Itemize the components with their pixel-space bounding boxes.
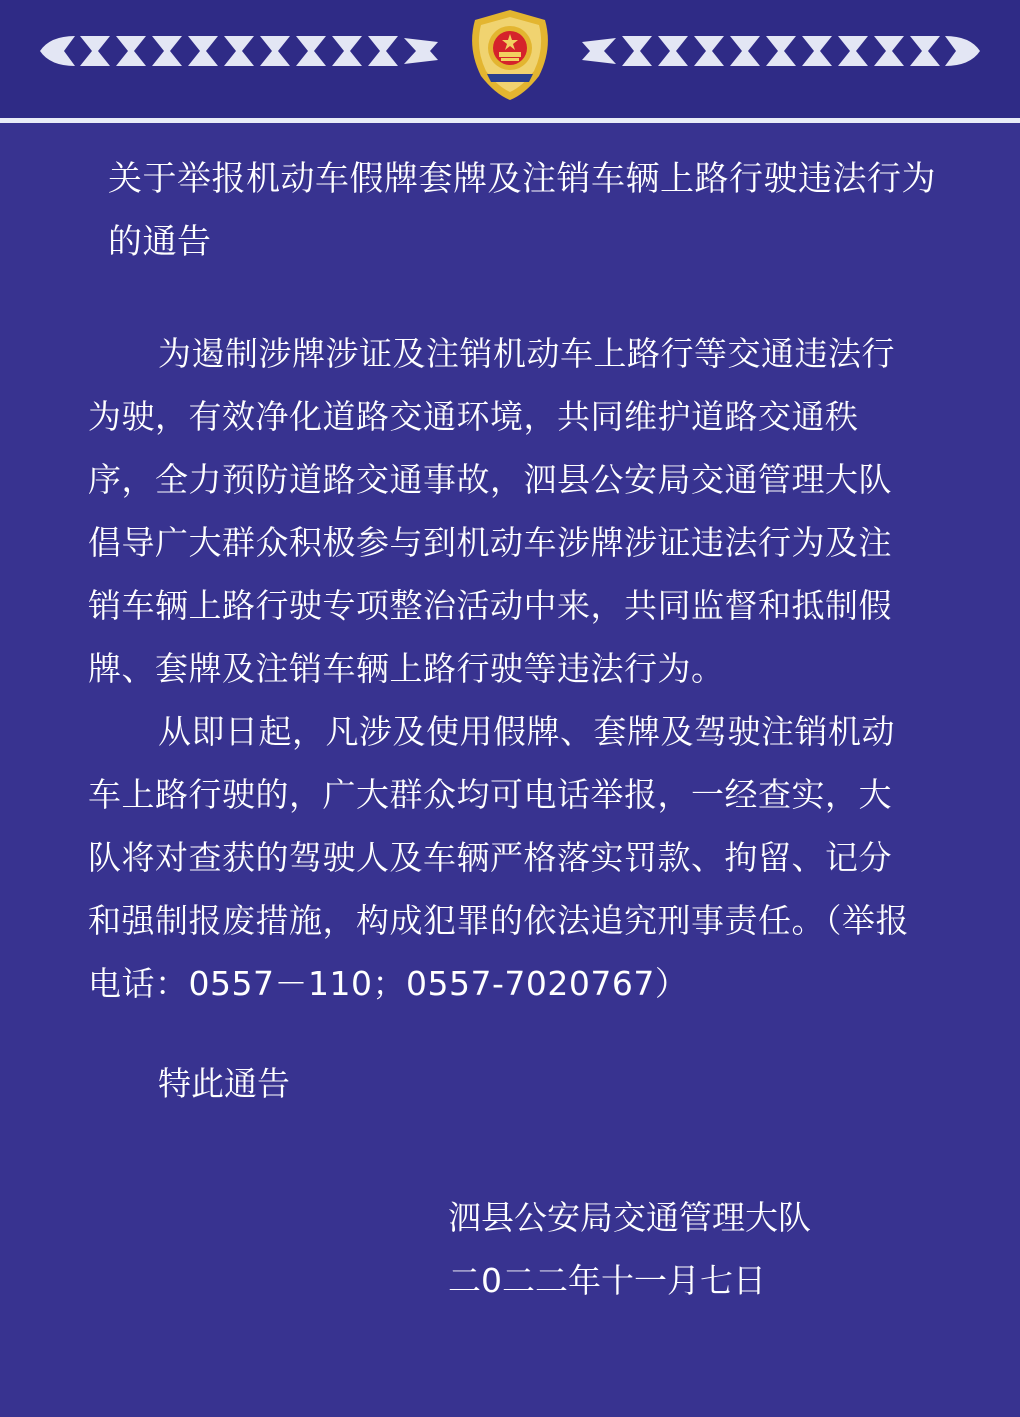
police-emblem-icon (465, 8, 555, 102)
notice-paragraph-1: 为遏制涉牌涉证及注销机动车上路行等交通违法行为驶，有效净化道路交通环境，共同维护道路交通秩序，全力预防道路交通事故，泗县公安局交通管理大队倡导广大群众积极参与到机动车涉牌涉证违法行为及注销车辆上路行驶专项整治活动中来，共同监督和抵制假牌、套牌及注销车辆上路行驶等违法行为。 (88, 334, 895, 688)
header-banner (0, 0, 1020, 118)
notice-paragraph-2: 从即日起，凡涉及使用假牌、套牌及驾驶注销机动车上路行驶的，广大群众均可电话举报，一经查实，大队将对查获的驾驶人及车辆严格落实罚款、拘留、记分和强制报废措施，构成犯罪的依法追究刑事责任。（举报电话：0557－110；0557-7020767） (88, 712, 909, 1003)
signature-date: 二0二二年十一月七日 (448, 1261, 766, 1300)
signature-organization: 泗县公安局交通管理大队 (448, 1198, 811, 1237)
notice-body (88, 322, 918, 1015)
notice-title: 关于举报机动车假牌套牌及注销车辆上路行驶违法行为的通告 (108, 159, 936, 262)
header-divider (0, 118, 1020, 123)
notice-closing: 特此通告 (158, 1064, 290, 1103)
wing-right-icon (580, 28, 980, 74)
wing-left-icon (40, 28, 440, 74)
